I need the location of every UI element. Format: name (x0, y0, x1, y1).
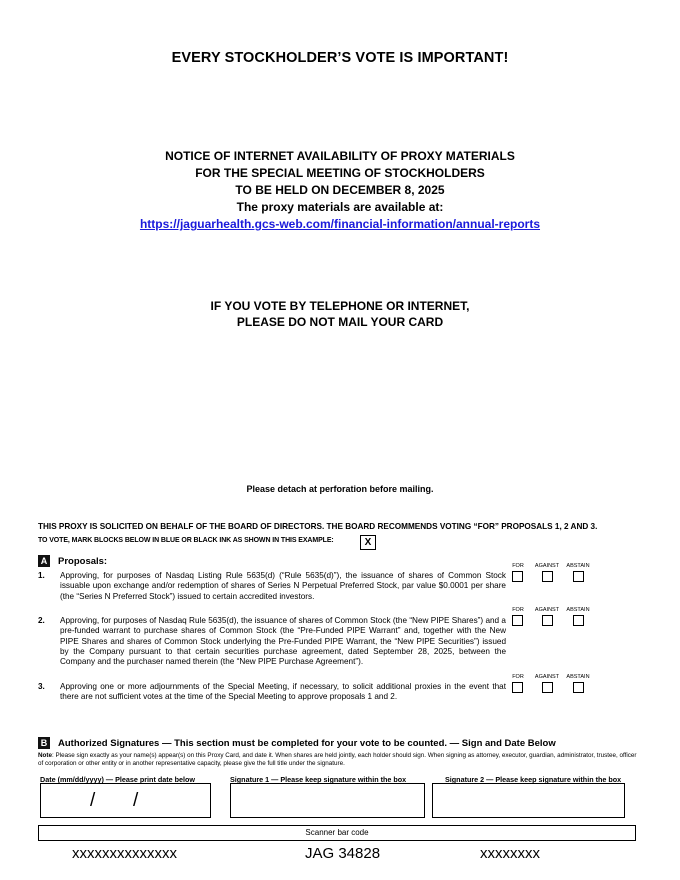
code-right: xxxxxxxx (480, 845, 540, 862)
proxy-materials-link[interactable]: https://jaguarhealth.gcs-web.com/financial-information/annual-reports (139, 217, 541, 231)
code-center: JAG 34828 (305, 845, 381, 862)
proposal-2-abstain-checkbox[interactable] (573, 615, 584, 626)
proposal-1-for-checkbox[interactable] (512, 571, 523, 582)
section-a-title: Proposals: (58, 556, 108, 567)
note-text: : Please sign exactly as your name(s) appear(s) on this Proxy Card, and date it. When shares are held jointly, each holder should sign. When signing as attorney, executor, guardian, administrator, trustee, officer of corporation or other entity or in another representative capacity, please give the full title under the signature. (38, 752, 637, 767)
section-b-badge: B (38, 737, 50, 749)
vote-header-for: FOR (512, 563, 524, 569)
vote-warning-line-2: PLEASE DO NOT MAIL YOUR CARD (236, 315, 444, 329)
vote-warning (0, 298, 680, 330)
proposal-number: 1. (38, 571, 45, 580)
proposal-text: Approving, for purposes of Nasdaq Listing Rule 5635(d) (“Rule 5635(d)”), the issuance of shares of Common Stock issuable upon exchange and/or redemption of shares of Series N Perpetual Preferred Stock, par value $0.0001 per share (the “Series N Preferred Stock”) issued to certain accredited investors. (60, 571, 506, 601)
signature-1-box[interactable] (230, 783, 425, 818)
proposal-text: Approving, for purposes of Nasdaq Rule 5635(d), the issuance of shares of Common Stock (the “New PIPE Shares”) and a pre-funded warrant to purchase shares of Common Stock (the “Pre-Funded PIPE Warrant” and, together with the New PIPE Shares and shares of Common Stock underlying the Pre-Funded PIPE Warrant, the “New PIPE Securities”) issued by the Company pursuant to that certain securities purchase agreement, dated September 28, 2025, between the Company and the purchaser named therein (the “New PIPE Purchase Agreement”). (60, 616, 506, 667)
proposal-1-against-checkbox[interactable] (542, 571, 553, 582)
proposal-number: 3. (38, 682, 45, 691)
signature-1-label: Signature 1 — Please keep signature within the box (230, 775, 407, 784)
proposal-2-against-checkbox[interactable] (542, 615, 553, 626)
date-field[interactable] (40, 783, 211, 818)
notice-line-4: The proxy materials are available at: (236, 200, 444, 214)
mark-example-box: X (360, 535, 376, 550)
vote-header-abstain: ABSTAIN (566, 607, 590, 613)
solicitation-statement: THIS PROXY IS SOLICITED ON BEHALF OF THE BOARD OF DIRECTORS. THE BOARD RECOMMENDS VOTING “FOR” PROPOSALS 1, 2 AND 3. (38, 522, 598, 531)
vote-header-for: FOR (512, 607, 524, 613)
notice-line-1: NOTICE OF INTERNET AVAILABILITY OF PROXY MATERIALS (165, 149, 515, 163)
note-label: Note (38, 752, 52, 759)
proposal-number: 2. (38, 616, 45, 625)
detach-instruction: Please detach at perforation before mailing. (246, 484, 434, 494)
signature-note (38, 752, 638, 768)
signature-2-label: Signature 2 — Please keep signature within the box (445, 775, 622, 784)
proposal-3-for-checkbox[interactable] (512, 682, 523, 693)
notice-block (0, 148, 680, 233)
section-b-title: Authorized Signatures — This section must be completed for your vote to be counted. — Sign and Date Below (58, 738, 556, 749)
vote-header-abstain: ABSTAIN (566, 563, 590, 569)
vote-header-against: AGAINST (534, 674, 560, 680)
scanner-barcode-box: Scanner bar code (38, 825, 636, 841)
proposal-text: Approving one or more adjournments of the Special Meeting, if necessary, to solicit additional proxies in the event that there are not sufficient votes at the time of the Special Meeting to approve proposals 1 and 2. (60, 682, 506, 702)
proposal-2-for-checkbox[interactable] (512, 615, 523, 626)
notice-line-2: FOR THE SPECIAL MEETING OF STOCKHOLDERS (195, 166, 485, 180)
section-a-badge: A (38, 555, 50, 567)
notice-line-3: TO BE HELD ON DECEMBER 8, 2025 (235, 183, 445, 197)
proposal-1-abstain-checkbox[interactable] (573, 571, 584, 582)
vote-header-against: AGAINST (534, 563, 560, 569)
vote-header-abstain: ABSTAIN (566, 674, 590, 680)
vote-header-for: FOR (512, 674, 524, 680)
signature-2-box[interactable] (432, 783, 625, 818)
mark-instruction: TO VOTE, MARK BLOCKS BELOW IN BLUE OR BLACK INK AS SHOWN IN THIS EXAMPLE: (38, 537, 334, 544)
date-separator: / (133, 790, 139, 811)
proposal-3-against-checkbox[interactable] (542, 682, 553, 693)
date-field-label: Date (mm/dd/yyyy) — Please print date below (40, 775, 195, 784)
date-separator: / (90, 790, 96, 811)
proposal-3-abstain-checkbox[interactable] (573, 682, 584, 693)
code-left: xxxxxxxxxxxxxx (72, 845, 177, 862)
vote-warning-line-1: IF YOU VOTE BY TELEPHONE OR INTERNET, (210, 299, 470, 313)
page-title: EVERY STOCKHOLDER’S VOTE IS IMPORTANT! (171, 50, 509, 66)
vote-header-against: AGAINST (534, 607, 560, 613)
